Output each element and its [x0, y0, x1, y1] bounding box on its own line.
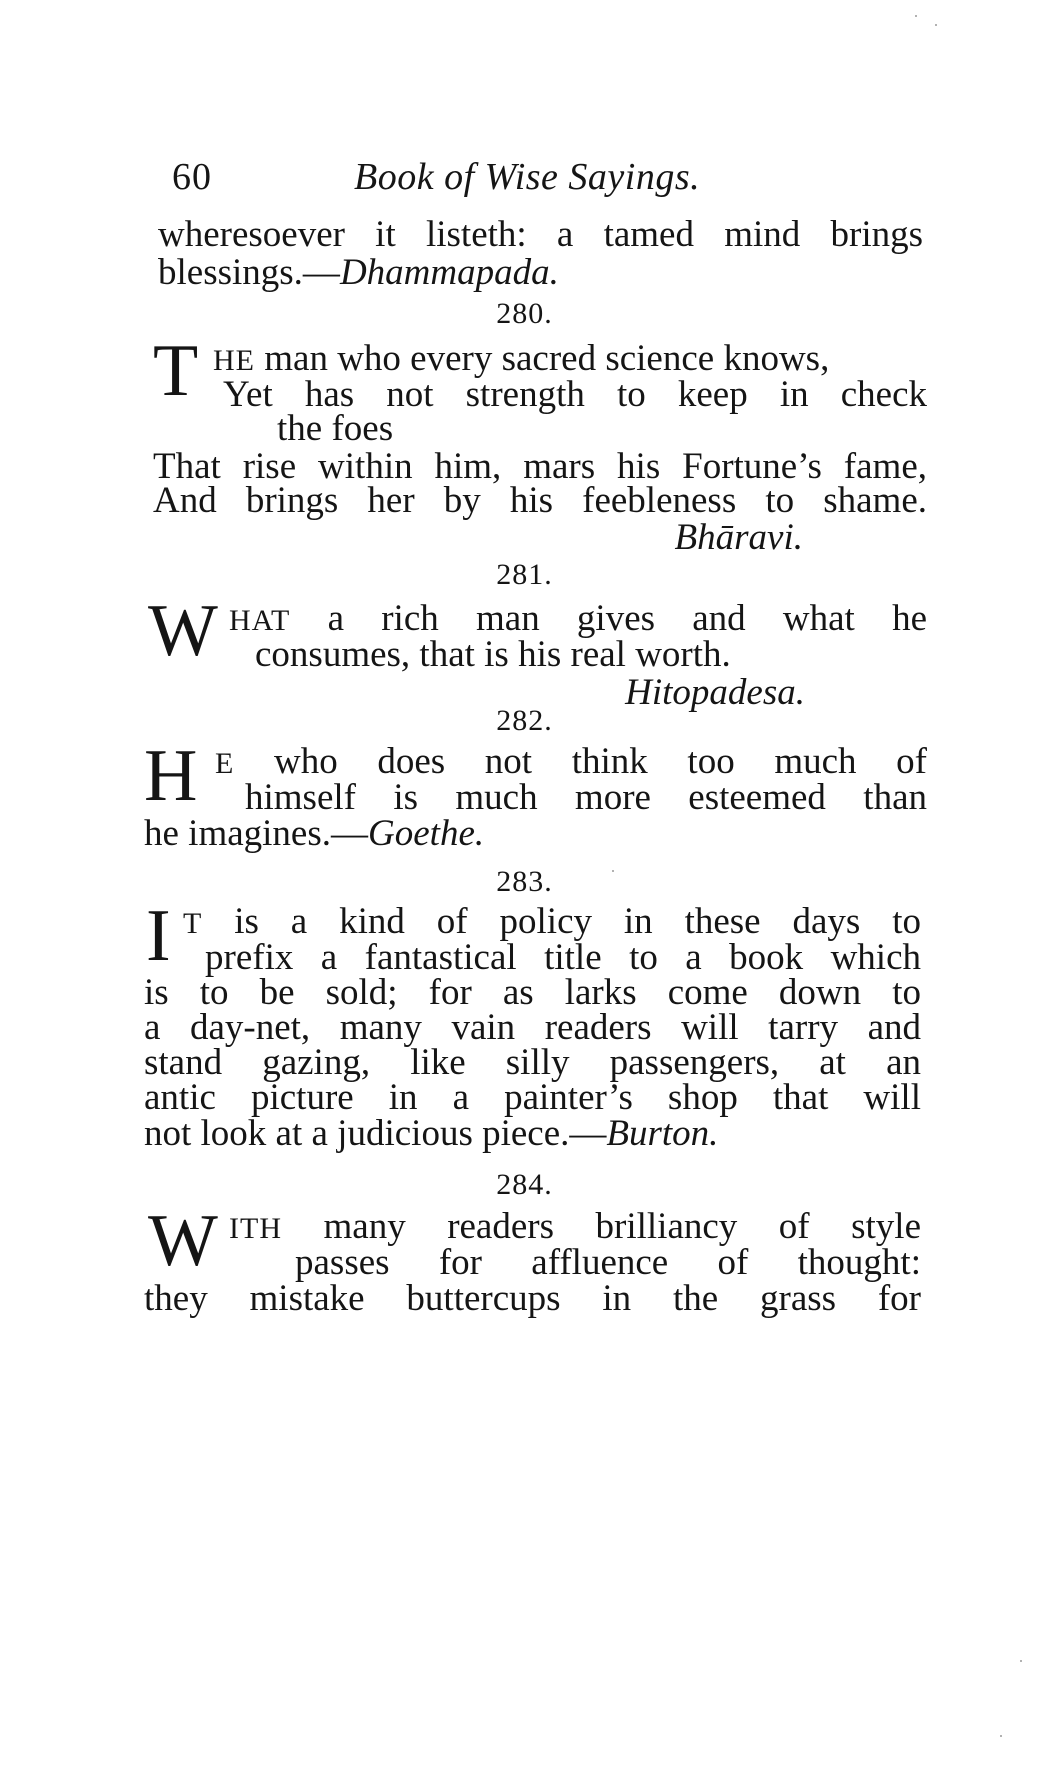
text-line: antic picture in a painter’s shop that will: [144, 1077, 921, 1118]
saying-284: [144, 1200, 921, 1328]
saying-number: 283.: [496, 865, 553, 898]
continuation-paragraph: [158, 214, 923, 296]
saying-280: [153, 330, 927, 558]
text-line: he imagines.—Goethe.: [144, 813, 485, 854]
attribution: Hitopadesa.: [625, 672, 805, 713]
text-line: HAT a rich man gives and what he: [229, 598, 927, 639]
text-line: prefix a fantastical title to a book which: [205, 937, 921, 978]
attribution: Goethe.: [368, 813, 485, 854]
text-line: HE man who every sacred science knows,: [213, 338, 830, 379]
drop-cap: H: [144, 735, 198, 817]
paper-speck: [1000, 1735, 1002, 1737]
text-line: Yet has not strength to keep in check: [223, 374, 927, 415]
text-line: the foes: [277, 408, 394, 449]
text-line: they mistake buttercups in the grass for: [144, 1278, 921, 1319]
saying-283: [144, 895, 921, 1163]
page-header: [172, 155, 892, 205]
text-line: blessings.—Dhammapada.: [158, 252, 559, 293]
text-line: himself is much more esteemed than: [245, 777, 927, 818]
text-line: passes for affluence of thought:: [295, 1242, 921, 1283]
drop-cap: I: [146, 895, 171, 977]
text-line: consumes, that is his real worth.: [255, 634, 731, 675]
paper-speck: [915, 15, 917, 17]
paper-speck: [935, 24, 937, 26]
saying-282: [144, 735, 927, 854]
text-line: a day-net, many vain readers will tarry and: [144, 1007, 921, 1048]
saying-number: 280.: [496, 297, 553, 330]
attribution: Burton.: [606, 1113, 719, 1154]
drop-cap: W: [148, 590, 218, 672]
drop-cap: T: [153, 330, 199, 412]
paper-speck: [1020, 1660, 1022, 1662]
text-line: And brings her by his feebleness to shame.: [153, 480, 927, 521]
text-line: ITH many readers brilliancy of style: [229, 1206, 921, 1247]
paper-speck: [612, 870, 614, 872]
text-line: stand gazing, like silly passengers, at an: [144, 1042, 921, 1083]
text-line: That rise within him, mars his Fortune’s fame,: [153, 446, 927, 487]
text-line: wheresoever it listeth: a tamed mind brings: [158, 214, 923, 255]
text-line: T is a kind of policy in these days to: [183, 901, 921, 942]
saying-number: 281.: [496, 558, 553, 591]
text-line: not look at a judicious piece.—Burton.: [144, 1113, 719, 1154]
attribution: Dhammapada.: [339, 252, 559, 293]
saying-281: [148, 590, 927, 713]
attribution: Bhāravi.: [674, 517, 803, 558]
page-number: 60: [172, 156, 212, 198]
saying-number: 282.: [496, 704, 553, 737]
saying-number: 284.: [496, 1168, 553, 1201]
drop-cap: W: [148, 1200, 218, 1282]
running-title: Book of Wise Sayings.: [354, 156, 701, 198]
text-line: E who does not think too much of: [215, 741, 927, 782]
text-line: is to be sold; for as larks come down to: [144, 972, 921, 1013]
